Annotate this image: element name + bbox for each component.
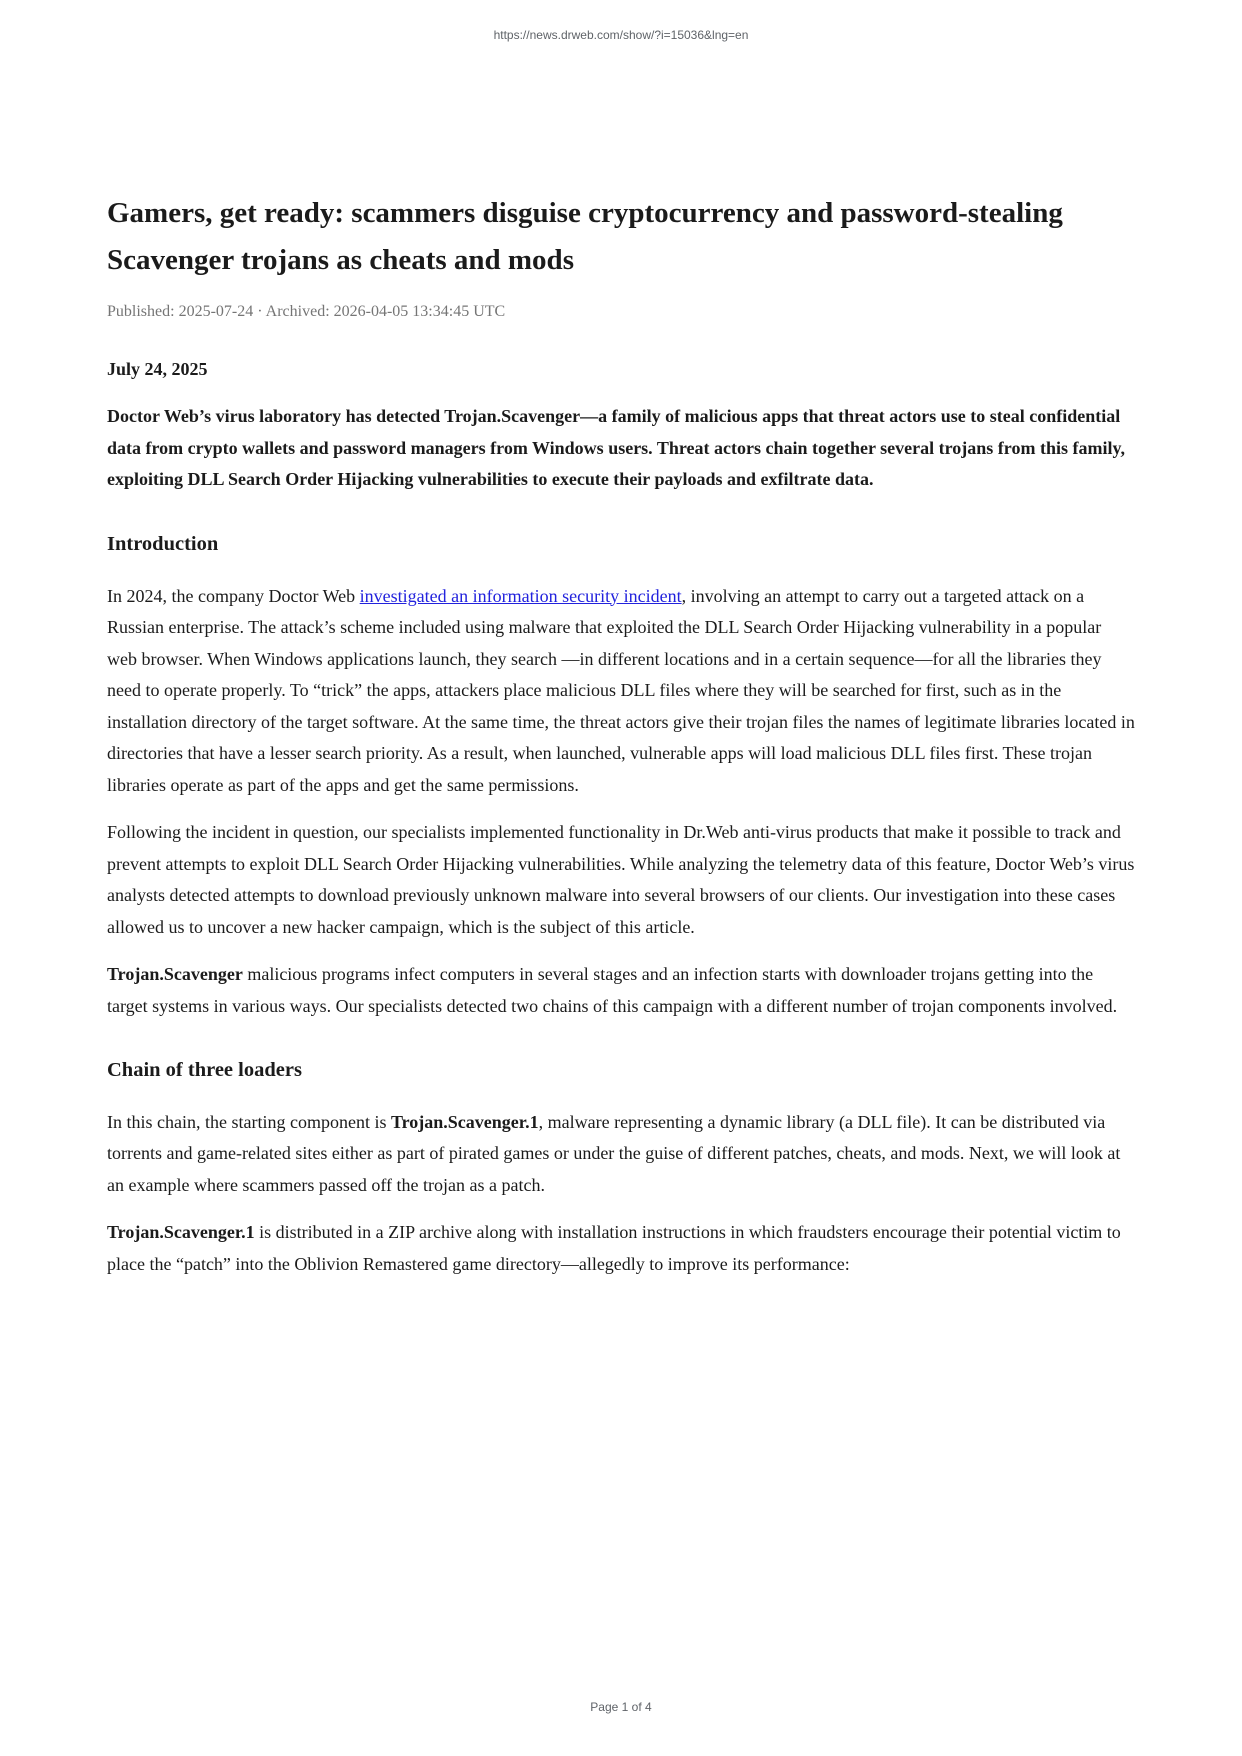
bold-text: Trojan.Scavenger	[107, 964, 243, 985]
section-heading: Introduction	[107, 532, 219, 555]
paragraph	[107, 1107, 1135, 1202]
article	[107, 190, 1135, 1280]
text-run: In 2024, the company Doctor Web	[107, 585, 360, 606]
article-body	[107, 530, 1135, 1280]
text-run: , involving an attempt to carry out a targeted attack on a Russian enterprise. The attack’s scheme included using malware that exploited the DLL Search Order Hijacking vulnerability in a popular web browser. When Windows applications launch, they search —in different locations and in a certain sequence—for all the libraries they need to operate properly. To “trick” the apps, attackers place malicious DLL files where they will be searched for first, such as in the installation directory of the target software. At the same time, the threat actors give their trojan files the names of legitimate libraries located in directories that have a lesser search priority. As a result, when launched, vulnerable apps will load malicious DLL files first. These trojan libraries operate as part of the apps and get the same permissions.	[107, 585, 1135, 795]
section-heading: Chain of three loaders	[107, 1059, 302, 1082]
inline-link[interactable]: investigated an information security incident	[359, 585, 682, 606]
text-run: is distributed in a ZIP archive along with installation instructions in which fraudsters encourage their potential victim to place the “patch” into the Oblivion Remastered game directory—allegedly to improve its performance:	[107, 1222, 1121, 1274]
article-meta: Published: 2025-07-24 · Archived: 2026-04-05 13:34:45 UTC	[107, 302, 506, 320]
article-dateline: July 24, 2025	[107, 358, 208, 379]
print-header-url: https://news.drweb.com/show/?i=15036&lng=en	[493, 28, 749, 42]
text-run: malicious programs infect computers in several stages and an infection starts with downloader trojans getting into the target systems in various ways. Our specialists detected two chains of this campaign with a different number of trojan components involved.	[107, 964, 1118, 1016]
text-run: Following the incident in question, our specialists implemented functionality in Dr.Web anti-virus products that make it possible to track and prevent attempts to exploit DLL Search Order Hijacking vulnerabilities. While analyzing the telemetry data of this feature, Doctor Web’s virus analysts detected attempts to download previously unknown malware into several browsers of our clients. Our investigation into these cases allowed us to uncover a new hacker campaign, which is the subject of this article.	[107, 822, 1135, 937]
paragraph	[107, 959, 1135, 1022]
paragraph	[107, 817, 1135, 943]
text-run: In this chain, the starting component is	[107, 1111, 391, 1132]
text-run: , malware representing a dynamic library (a DLL file). It can be distributed via torrents and game-related sites either as part of pirated games or under the guise of different patches, cheats, and mods. Next, we will look at an example where scammers passed off the trojan as a patch.	[107, 1111, 1121, 1195]
page-number: Page 1 of 4	[590, 1700, 652, 1714]
article-lead: Doctor Web’s virus laboratory has detected Trojan.Scavenger—a family of malicious apps that threat actors use to steal confidential data from crypto wallets and password managers from Windows users. Threat actors chain together several trojans from this family, exploiting DLL Search Order Hijacking vulnerabilities to execute their payloads and exfiltrate data.	[107, 406, 1125, 490]
bold-text: Trojan.Scavenger.1	[390, 1111, 539, 1132]
article-title: Gamers, get ready: scammers disguise cryptocurrency and password-stealing Scavenger trojans as cheats and mods	[107, 197, 1063, 276]
paragraph	[107, 581, 1135, 802]
paragraph	[107, 1217, 1135, 1280]
bold-text: Trojan.Scavenger.1	[107, 1222, 255, 1243]
